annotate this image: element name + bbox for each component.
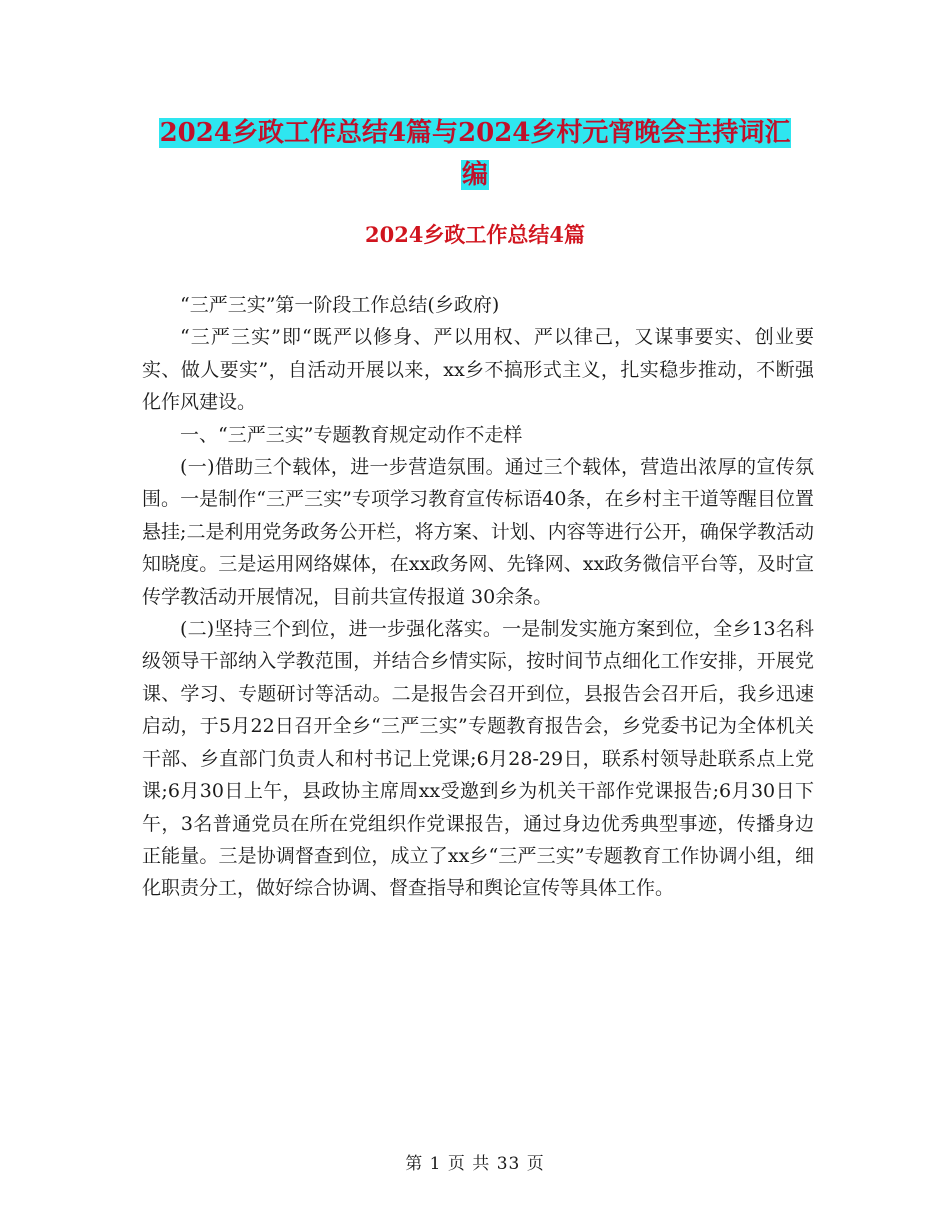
document-title-line-1: 2024乡政工作总结4篇与2024乡村元宵晚会主持词汇: [159, 118, 791, 148]
paragraph-intro: “三严三实”即“既严以修身、严以用权、严以律己，又谋事要实、创业要实、做人要实”，自活动开展以来，xx乡不搞形式主义，扎实稳步推动，不断强化作风建设。: [142, 326, 814, 414]
document-body: [142, 289, 814, 905]
section-title: 2024乡政工作总结4篇: [364, 222, 586, 247]
page-footer: 第 1 页 共 33 页: [405, 1154, 545, 1174]
paragraph-section-1: (一)借助三个载体，进一步营造氛围。通过三个载体，营造出浓厚的宣传氛围。一是制作“三严三实”专项学习教育宣传标语40条，在乡村主干道等醒目位置悬挂;二是利用党务政务公开栏，将方案、计划、内容等进行公开，确保学教活动知晓度。三是运用网络媒体，在xx政务网、先锋网、xx政务微信平台等，及时宣传学教活动开展情况，目前共宣传报道 30余条。: [142, 456, 814, 608]
paragraph-section-2: (二)坚持三个到位，进一步强化落实。一是制发实施方案到位，全乡13名科级领导干部纳入学教范围，并结合乡情实际，按时间节点细化工作安排，开展党课、学习、专题研讨等活动。二是报告会召开到位，县报告会召开后，我乡迅速启动，于5月22日召开全乡“三严三实”专题教育报告会，乡党委书记为全体机关干部、乡直部门负责人和村书记上党课;6月28-29日，联系村领导赴联系点上党课;6月30日上午，县政协主席周xx受邀到乡为机关干部作党课报告;6月30日下午，3名普通党员在所在党组织作党课报告，通过身边优秀典型事迹，传播身边正能量。三是协调督查到位，成立了xx乡“三严三实”专题教育工作协调小组，细化职责分工，做好综合协调、督查指导和舆论宣传等具体工作。: [142, 618, 814, 900]
paragraph-subtitle: “三严三实”第一阶段工作总结(乡政府): [180, 294, 500, 316]
document-title-line-2: 编: [461, 160, 488, 190]
paragraph-heading-1: 一、“三严三实”专题教育规定动作不走样: [180, 423, 523, 446]
document-title: [0, 112, 950, 196]
